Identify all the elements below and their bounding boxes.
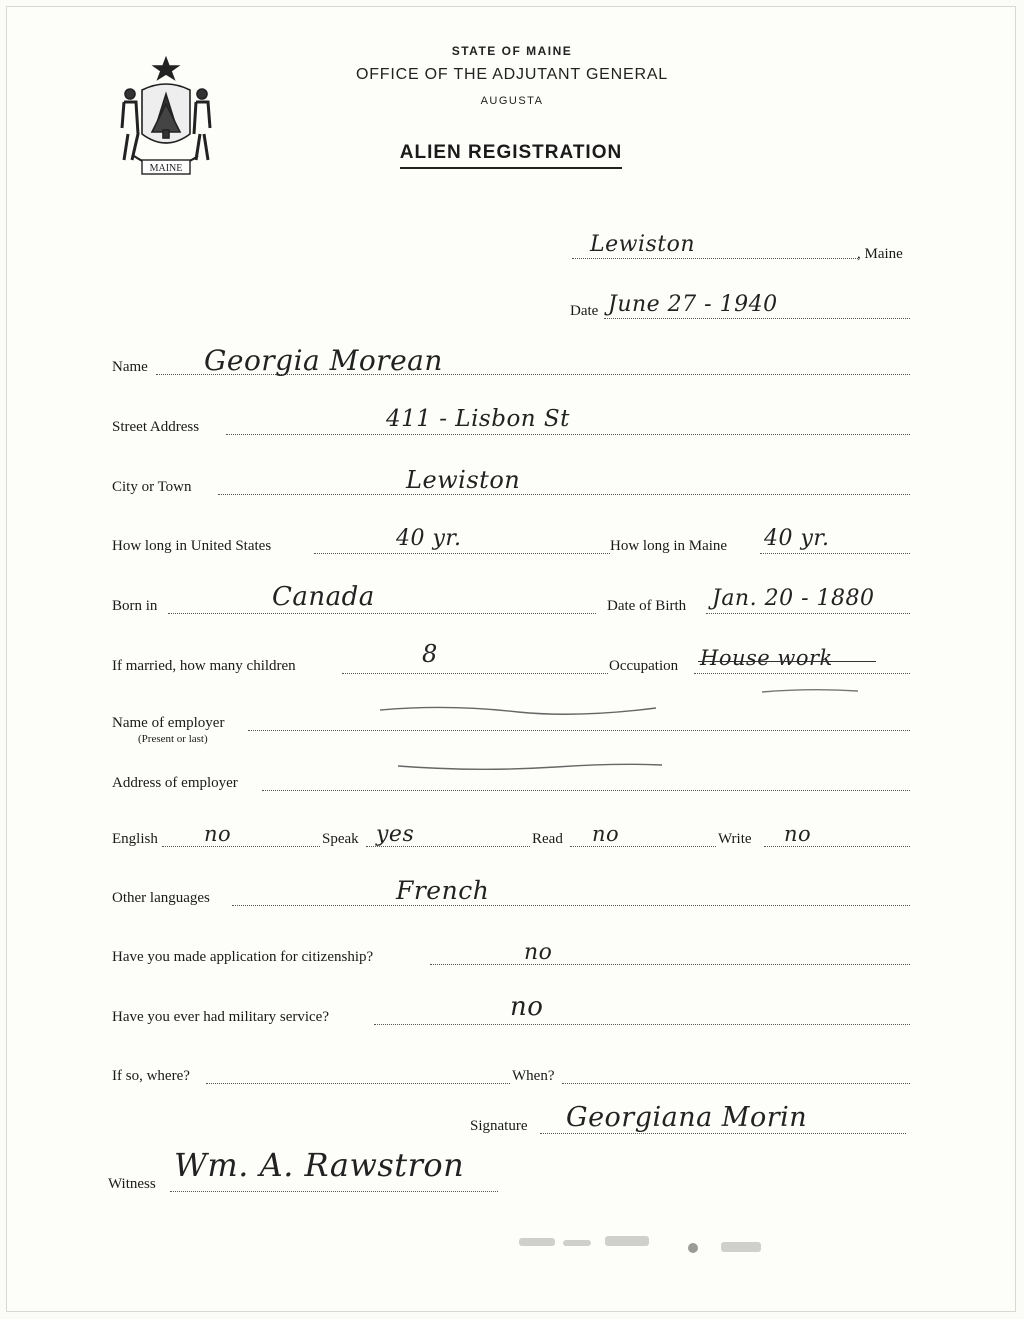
witness-label: Witness xyxy=(108,1176,156,1192)
employer-label: Name of employer xyxy=(112,715,225,731)
speak-value[interactable]: yes xyxy=(376,822,415,847)
city-value[interactable]: Lewiston xyxy=(406,466,521,494)
if-so-where-line xyxy=(206,1083,510,1084)
write-line xyxy=(764,846,910,847)
witness-line xyxy=(170,1191,498,1192)
date-label: Date xyxy=(570,303,599,319)
how-long-maine-value[interactable]: 40 yr. xyxy=(764,526,830,551)
faded-stamp-icon xyxy=(515,1228,775,1262)
other-languages-value[interactable]: French xyxy=(396,876,490,905)
place-suffix: , Maine xyxy=(857,246,903,262)
employer-dash-mark xyxy=(378,700,658,722)
english-label: English xyxy=(112,831,158,847)
name-label: Name xyxy=(112,359,148,375)
read-line xyxy=(570,846,716,847)
children-value[interactable]: 8 xyxy=(422,640,438,668)
english-line xyxy=(162,846,320,847)
occupation-strikethrough xyxy=(698,661,876,662)
city-heading: AUGUSTA xyxy=(480,95,544,107)
when-line xyxy=(562,1083,910,1084)
witness-value[interactable]: Wm. A. Rawstron xyxy=(174,1146,465,1184)
state-heading: STATE OF MAINE xyxy=(451,44,573,58)
seal-motto-text: MAINE xyxy=(149,163,183,174)
how-long-maine-label: How long in Maine xyxy=(610,538,728,554)
children-line xyxy=(342,673,608,674)
write-label: Write xyxy=(718,831,752,847)
citizenship-line xyxy=(430,964,910,965)
employer-address-line xyxy=(262,790,910,791)
employer-note: (Present or last) xyxy=(138,733,208,745)
employer-line xyxy=(248,730,910,731)
citizenship-label: Have you made application for citizenship? xyxy=(112,949,374,965)
military-label: Have you ever had military service? xyxy=(112,1009,329,1025)
speak-label: Speak xyxy=(322,831,359,847)
write-value[interactable]: no xyxy=(784,822,812,846)
military-line xyxy=(374,1024,910,1025)
name-value[interactable]: Georgia Morean xyxy=(204,344,443,377)
signature-value[interactable]: Georgiana Morin xyxy=(566,1102,808,1133)
how-long-us-value[interactable]: 40 yr. xyxy=(396,526,462,551)
city-line xyxy=(218,494,910,495)
occupation-line xyxy=(694,673,910,674)
when-label: When? xyxy=(512,1068,555,1084)
date-value[interactable]: June 27 - 1940 xyxy=(608,292,778,317)
born-in-label: Born in xyxy=(112,598,158,614)
if-so-where-label: If so, where? xyxy=(112,1068,190,1084)
how-long-us-line xyxy=(314,553,610,554)
read-label: Read xyxy=(532,831,563,847)
place-line xyxy=(572,258,858,259)
occupation-dash-mark xyxy=(760,686,860,696)
date-line xyxy=(604,318,910,319)
street-label: Street Address xyxy=(112,419,200,435)
date-of-birth-label: Date of Birth xyxy=(607,598,687,614)
military-value[interactable]: no xyxy=(510,992,544,1022)
street-line xyxy=(226,434,910,435)
occupation-value[interactable]: House work xyxy=(700,646,833,670)
how-long-us-label: How long in United States xyxy=(112,538,272,554)
employer-address-label: Address of employer xyxy=(112,775,238,791)
citizenship-value[interactable]: no xyxy=(524,940,553,965)
other-languages-line xyxy=(232,905,910,906)
city-label: City or Town xyxy=(112,479,192,495)
other-languages-label: Other languages xyxy=(112,890,210,906)
employer-address-dash-mark xyxy=(396,758,664,776)
office-heading: OFFICE OF THE ADJUTANT GENERAL xyxy=(355,66,669,83)
signature-label: Signature xyxy=(470,1118,528,1134)
place-value[interactable]: Lewiston xyxy=(590,232,696,257)
signature-line xyxy=(540,1133,906,1134)
occupation-label: Occupation xyxy=(609,658,679,674)
form-title: ALIEN REGISTRATION xyxy=(400,142,622,169)
street-value[interactable]: 411 - Lisbon St xyxy=(386,406,570,432)
born-in-line xyxy=(168,613,596,614)
how-long-maine-line xyxy=(760,553,910,554)
children-label: If married, how many children xyxy=(112,658,296,674)
english-value[interactable]: no xyxy=(204,822,232,846)
read-value[interactable]: no xyxy=(592,822,620,846)
date-of-birth-value[interactable]: Jan. 20 - 1880 xyxy=(712,586,875,611)
born-in-value[interactable]: Canada xyxy=(272,582,375,612)
date-of-birth-line xyxy=(706,613,910,614)
